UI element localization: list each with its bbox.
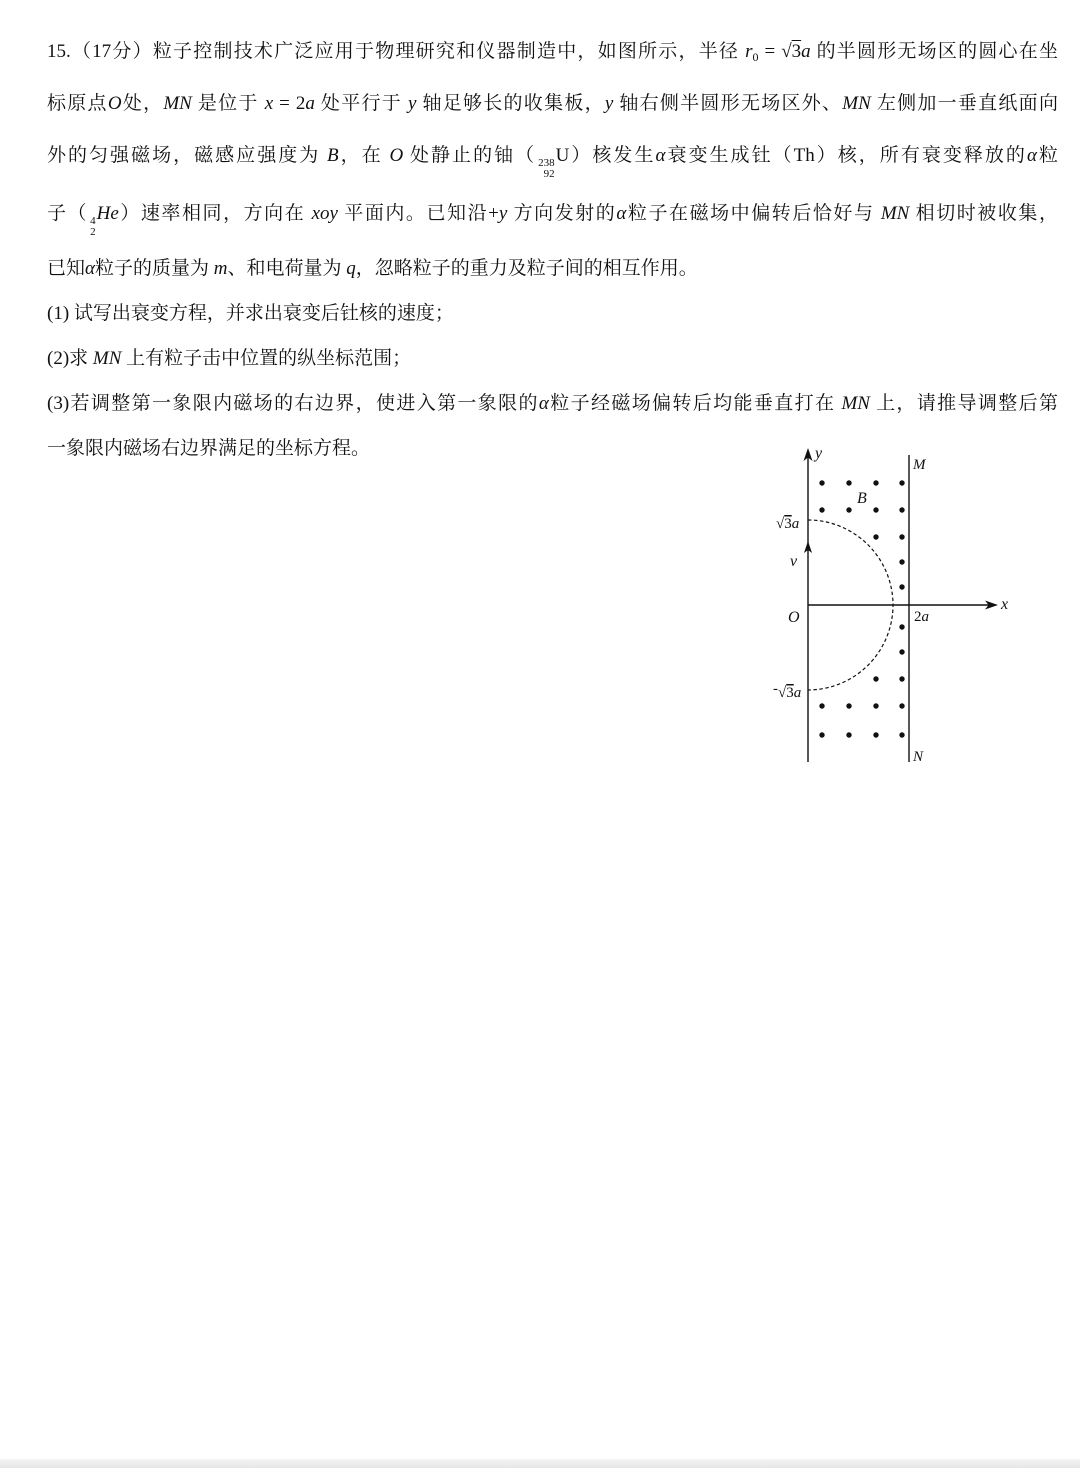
page-bottom-edge bbox=[0, 1459, 1080, 1468]
atomic-number: 92 bbox=[543, 168, 555, 180]
math-plane-xoy: xoy bbox=[311, 203, 338, 224]
field-dot bbox=[899, 480, 904, 485]
question-text: (1) 试写出衰变方程，并求出衰变后钍核的速度； bbox=[47, 303, 454, 324]
field-dot bbox=[899, 703, 904, 708]
radius-var-a: a bbox=[791, 516, 800, 532]
field-dot bbox=[846, 732, 851, 737]
velocity-label: v bbox=[790, 553, 798, 570]
field-dot bbox=[899, 676, 904, 681]
field-dot bbox=[873, 534, 878, 539]
stem-text: 平面内。已知沿+ bbox=[337, 203, 499, 224]
stem-text: 相切时被收集， bbox=[909, 203, 1058, 224]
helium-nuclide-indices bbox=[90, 216, 96, 238]
radius-label-top bbox=[776, 516, 799, 532]
math-equals: = bbox=[758, 41, 782, 62]
math-radius-subscript: 0 bbox=[752, 50, 759, 64]
question-text: 上，请推导调整后第 bbox=[869, 393, 1058, 414]
stem-line-4 bbox=[47, 199, 1058, 238]
question-text: 上有粒子击中位置的纵坐标范围； bbox=[121, 348, 412, 369]
element-symbol-he: He bbox=[96, 203, 119, 224]
math-point-o: O bbox=[389, 145, 404, 166]
field-label-b: B bbox=[857, 490, 867, 507]
question-text: 粒子经磁场偏转后均能垂直打在 bbox=[548, 393, 842, 414]
stem-text: 衰变生成钍（Th）核，所有衰变释放的 bbox=[665, 145, 1027, 166]
stem-text: 标原点 bbox=[47, 93, 108, 114]
field-dot bbox=[873, 480, 878, 485]
radius-sqrt-sign: √ bbox=[778, 685, 787, 701]
x-axis-label: x bbox=[1001, 596, 1009, 613]
field-dot bbox=[873, 732, 878, 737]
plate-position-label bbox=[914, 609, 929, 625]
mass-number: 238 bbox=[538, 157, 555, 169]
plate-position-var: a bbox=[921, 609, 929, 625]
stem-text: 轴右侧半圆形无场区外、 bbox=[613, 93, 843, 114]
field-dot bbox=[899, 624, 904, 629]
field-dot bbox=[873, 676, 878, 681]
field-dot bbox=[899, 584, 904, 589]
math-alpha: α bbox=[616, 203, 627, 224]
field-dot bbox=[899, 559, 904, 564]
stem-text: 已知 bbox=[47, 258, 86, 279]
stem-text: 子（ bbox=[47, 203, 89, 224]
math-alpha: α bbox=[1026, 145, 1037, 166]
radius-sqrt-sign: √ bbox=[776, 516, 785, 532]
math-alpha: α bbox=[538, 393, 549, 414]
stem-text: 粒子控制技术广泛应用于物理研究和仪器制造中，如图所示，半径 bbox=[152, 41, 746, 62]
radius-radicand: 3 bbox=[786, 685, 794, 701]
stem-text: 的半圆形无场区的圆心在坐 bbox=[810, 41, 1058, 62]
field-dot bbox=[873, 507, 878, 512]
question-text: (3)若调整第一象限内磁场的右边界，使进入第一象限的 bbox=[47, 393, 539, 414]
math-charge-q: q bbox=[346, 258, 356, 279]
radius-var-a: a bbox=[793, 685, 802, 701]
math-radius-symbol: r bbox=[745, 41, 753, 62]
stem-text: 方向发射的 bbox=[507, 203, 617, 224]
stem-text: 、和电荷量为 bbox=[227, 258, 347, 279]
math-var-x: x bbox=[264, 93, 274, 114]
math-plate-mn: MN bbox=[92, 348, 122, 369]
stem-line-3 bbox=[47, 141, 1058, 180]
stem-text: 左侧加一垂直纸面向 bbox=[870, 93, 1058, 114]
question-2 bbox=[47, 344, 1058, 374]
uranium-nuclide-indices bbox=[538, 158, 555, 180]
stem-text: ）速率相同，方向在 bbox=[118, 203, 312, 224]
plate-label-n: N bbox=[913, 749, 924, 765]
stem-text: 轴足够长的收集板， bbox=[416, 93, 605, 114]
math-mass-m: m bbox=[213, 258, 228, 279]
math-var-a: a bbox=[801, 41, 811, 62]
field-dot bbox=[899, 507, 904, 512]
math-field-b: B bbox=[327, 145, 339, 166]
problem-number: 15. bbox=[47, 41, 71, 62]
field-dot bbox=[819, 703, 824, 708]
question-3-line-1 bbox=[47, 389, 1058, 419]
radius-label-bottom bbox=[773, 681, 801, 701]
question-text: 一象限内磁场右边界满足的坐标方程。 bbox=[47, 438, 371, 459]
question-1 bbox=[47, 299, 1058, 329]
stem-text: 粒子的质量为 bbox=[95, 258, 214, 279]
problem-score: （17分） bbox=[70, 41, 153, 62]
radius-radicand: 3 bbox=[784, 516, 792, 532]
stem-text: 粒子在磁场中偏转后恰好与 bbox=[626, 203, 881, 224]
math-var-a: a bbox=[305, 93, 315, 114]
math-point-o: O bbox=[107, 93, 122, 114]
y-axis-label: y bbox=[815, 445, 823, 462]
math-plate-mn: MN bbox=[163, 93, 192, 114]
stem-text: 处静止的铀（ bbox=[403, 145, 537, 166]
field-dot bbox=[846, 703, 851, 708]
math-sqrt-sign: √ bbox=[781, 41, 792, 62]
stem-text: 处， bbox=[121, 93, 164, 114]
math-radicand: 3 bbox=[791, 41, 802, 62]
question-text: (2)求 bbox=[47, 348, 93, 369]
mass-number: 4 bbox=[90, 215, 96, 227]
stem-text: 粒 bbox=[1036, 145, 1058, 166]
field-dot bbox=[846, 507, 851, 512]
field-dot bbox=[899, 732, 904, 737]
math-alpha: α bbox=[85, 258, 95, 279]
stem-text: 处平行于 bbox=[314, 93, 409, 114]
math-plate-mn: MN bbox=[842, 93, 871, 114]
field-dot bbox=[899, 534, 904, 539]
stem-text: ）核发生 bbox=[569, 145, 656, 166]
field-dot bbox=[873, 703, 878, 708]
stem-text: ，在 bbox=[338, 145, 390, 166]
plate-label-m: M bbox=[913, 457, 926, 473]
field-dot bbox=[819, 732, 824, 737]
field-dot bbox=[899, 649, 904, 654]
field-diagram bbox=[760, 440, 1020, 770]
stem-line-1 bbox=[47, 37, 1058, 67]
origin-label: O bbox=[788, 609, 800, 626]
math-var-y: y bbox=[498, 203, 508, 224]
stem-line-2 bbox=[47, 89, 1058, 119]
math-var-y: y bbox=[604, 93, 614, 114]
math-plate-mn: MN bbox=[841, 393, 870, 414]
field-dot bbox=[819, 507, 824, 512]
stem-line-5 bbox=[47, 254, 1058, 284]
radius-minus-sign: - bbox=[773, 681, 778, 697]
field-dot bbox=[846, 480, 851, 485]
magnetic-field-dots bbox=[819, 480, 904, 737]
stem-text: 外的匀强磁场，磁感应强度为 bbox=[47, 145, 328, 166]
atomic-number: 2 bbox=[90, 226, 96, 238]
math-plate-mn: MN bbox=[880, 203, 910, 224]
stem-text: ，忽略粒子的重力及粒子间的相互作用。 bbox=[355, 258, 698, 279]
stem-text: 是位于 bbox=[191, 93, 265, 114]
field-dot bbox=[819, 480, 824, 485]
math-equals-two: = 2 bbox=[273, 93, 306, 114]
math-alpha: α bbox=[655, 145, 666, 166]
element-symbol-u: U bbox=[555, 145, 570, 166]
math-var-y: y bbox=[408, 93, 417, 114]
plate-position-number: 2 bbox=[914, 609, 922, 625]
